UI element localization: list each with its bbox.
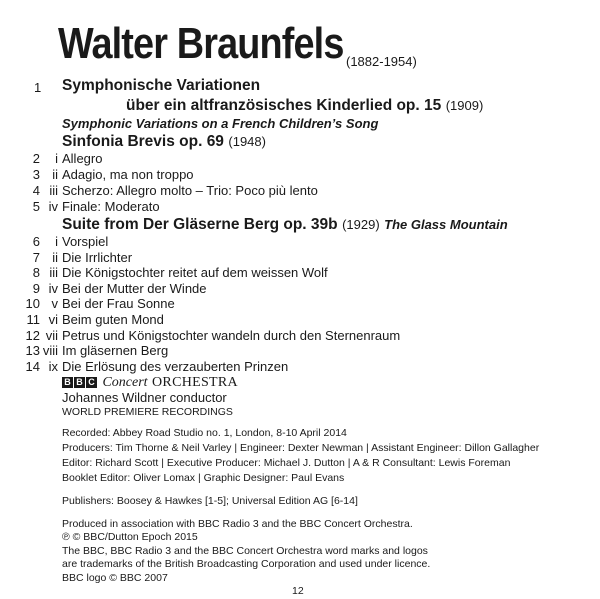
movement-title: Die Königstochter reitet auf dem weissen Wolf <box>62 265 328 281</box>
movement-row <box>0 199 600 214</box>
movement-numeral: i <box>55 151 58 166</box>
work3-title-row <box>62 216 508 234</box>
credit-line: Editor: Richard Scott | Executive Producer: Michael J. Dutton | A & R Consultant: Lewis Foreman <box>62 457 511 469</box>
movement-numeral: iii <box>49 183 58 198</box>
legal-line: ℗ © BBC/Dutton Epoch 2015 <box>62 531 198 543</box>
movement-numeral: i <box>55 234 58 249</box>
movement-title: Beim guten Mond <box>62 312 164 327</box>
credit-line: Producers: Tim Thorne & Neil Varley | Engineer: Dexter Newman | Assistant Engineer: Dillon Gallagher <box>62 442 540 454</box>
conductor: Johannes Wildner conductor <box>62 390 227 405</box>
track-number: 5 <box>32 199 40 214</box>
work1-english-title: Symphonic Variations on a French Children’s Song <box>62 116 379 131</box>
movement-numeral: vi <box>48 312 58 327</box>
track-number: 3 <box>32 167 40 182</box>
track-number: 11 <box>26 312 40 327</box>
legal-line: BBC logo © BBC 2007 <box>62 572 168 584</box>
work3-title: Suite from Der Gläserne Berg op. 39b <box>62 216 338 233</box>
track-number: 14 <box>25 358 40 374</box>
premiere-note: WORLD PREMIERE RECORDINGS <box>62 406 233 418</box>
work1-title-line1: Symphonische Variationen <box>62 77 261 94</box>
work1-title-line2-row <box>126 97 483 115</box>
movement-row <box>0 183 600 198</box>
movement-title: Scherzo: Allegro molto – Trio: Poco più lento <box>62 183 318 198</box>
legal-line: are trademarks of the British Broadcasting Corporation and used under licence. <box>62 558 431 570</box>
movement-numeral: v <box>51 296 58 312</box>
movement-row <box>0 167 600 182</box>
track-number: 13 <box>25 343 40 359</box>
credit-line: Recorded: Abbey Road Studio no. 1, London, 8-10 April 2014 <box>62 427 347 439</box>
bbc-logo-letter: C <box>86 377 97 388</box>
track-number: 1 <box>34 80 42 95</box>
track-number: 9 <box>32 280 40 296</box>
composer-dates: (1882-1954) <box>346 54 417 69</box>
movement-numeral: iii <box>49 265 58 281</box>
movement-title: Bei der Mutter der Winde <box>62 280 207 296</box>
movement-row <box>0 265 600 280</box>
movement-row <box>0 250 600 265</box>
work3-english-title: The Glass Mountain <box>384 217 508 232</box>
movement-numeral: viii <box>42 343 58 359</box>
track-number: 10 <box>25 296 40 312</box>
legal-line: Produced in association with BBC Radio 3 and the BBC Concert Orchestra. <box>62 518 413 530</box>
movement-row <box>0 296 600 311</box>
track-number: 6 <box>32 234 40 249</box>
movement-numeral: ii <box>52 249 58 265</box>
publishers-line: Publishers: Boosey & Hawkes [1-5]; Universal Edition AG [6-14] <box>62 495 358 507</box>
track-number: 8 <box>32 265 40 281</box>
movement-numeral: iv <box>48 199 58 214</box>
movement-row <box>0 343 600 358</box>
movement-title: Bei der Frau Sonne <box>62 296 175 312</box>
movement-numeral: vii <box>45 327 58 343</box>
bbc-logo-letter: B <box>74 377 85 388</box>
work2-year: (1948) <box>228 134 266 149</box>
movement-title: Im gläsernen Berg <box>62 343 169 359</box>
legal-line: The BBC, BBC Radio 3 and the BBC Concert Orchestra word marks and logos <box>62 545 428 557</box>
orchestra-concert-word: Concert <box>102 375 148 390</box>
movement-row <box>0 234 600 249</box>
bbc-concert-orchestra-logo <box>62 373 238 391</box>
work2-title: Sinfonia Brevis op. 69 <box>62 133 224 150</box>
credit-line: Booklet Editor: Oliver Lomax | Graphic Designer: Paul Evans <box>62 472 345 484</box>
work3-year: (1929) <box>342 217 380 232</box>
movement-numeral: ii <box>52 167 58 182</box>
movement-row <box>0 151 600 166</box>
movement-title: Allegro <box>62 151 103 166</box>
movement-title: Die Erlösung des verzauberten Prinzen <box>62 358 289 374</box>
movement-row <box>0 281 600 296</box>
track-number: 7 <box>32 249 40 265</box>
movement-row <box>0 328 600 343</box>
movement-title: Die Irrlichter <box>62 249 133 265</box>
movement-row <box>0 359 600 374</box>
bbc-logo-letter: B <box>62 377 73 388</box>
track-number: 12 <box>25 327 40 343</box>
movement-title: Petrus und Königstochter wandeln durch den Sternenraum <box>62 327 401 343</box>
movement-title: Finale: Moderato <box>62 199 160 214</box>
work1-title-line2: über ein altfranzösisches Kinderlied op. 15 <box>126 97 442 114</box>
work1-year: (1909) <box>445 98 484 113</box>
movement-row <box>0 312 600 327</box>
track-number: 2 <box>32 151 40 166</box>
movement-title: Vorspiel <box>62 234 109 249</box>
page-number: 12 <box>292 585 304 597</box>
movement-title: Adagio, ma non troppo <box>62 167 194 182</box>
composer-name: Walter Braunfels <box>58 19 344 68</box>
track-number: 4 <box>32 183 40 198</box>
movement-numeral: iv <box>48 280 58 296</box>
work2-title-row <box>62 133 266 151</box>
orchestra-word: ORCHESTRA <box>152 375 238 390</box>
movement-numeral: ix <box>48 358 58 374</box>
